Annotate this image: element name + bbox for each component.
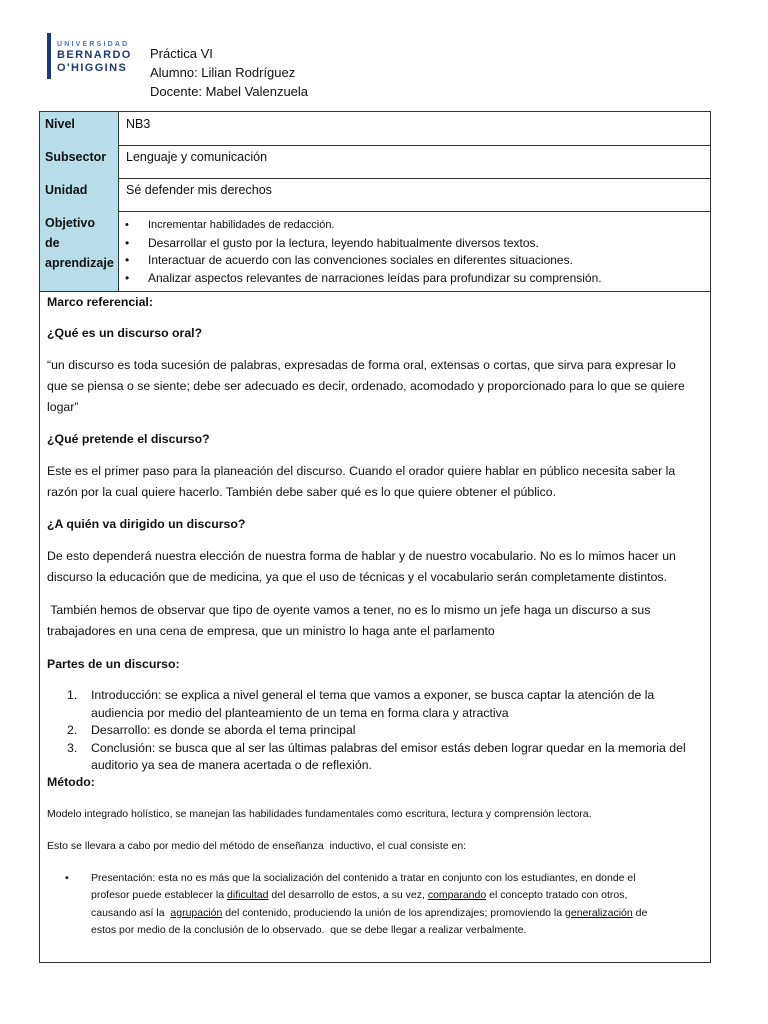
part-text-line: auditorio ya sea de manera acertada o de reflexión.: [91, 758, 372, 772]
paragraph-line: Este es el primer paso para la planeación del discurso. Cuando el orador quiere hablar en público necesita saber la: [47, 464, 676, 478]
method-paragraph: Esto se llevara a cabo por medio del método de enseñanza inductivo, el cual consiste en:: [47, 840, 467, 852]
bullet-line: Presentación: esta no es más que la socialización del contenido a tratar en conjunto con los estudiantes, en donde el: [91, 872, 636, 884]
paragraph-line: razón por la cual quiere hacerlo. También debe saber qué es lo que quiere obtener el público.: [47, 485, 557, 499]
row-unidad: [40, 178, 710, 212]
teacher-name: Docente: Mabel Valenzuela: [150, 84, 309, 99]
bullet-text: del desarrollo de estos, a su vez,: [268, 889, 428, 902]
part-number: 3.: [67, 740, 78, 755]
quote-line: logar”: [47, 400, 79, 414]
practice-title: Práctica VI: [150, 46, 213, 61]
question-heading: ¿Qué es un discurso oral?: [47, 326, 203, 340]
quote-line: “un discurso es toda sucesión de palabras, expresadas de forma oral, extensas o cortas, que sirva para expresar lo: [47, 358, 676, 372]
paragraph-line: También hemos de observar que tipo de oyente vamos a tener, no es lo mismo un jefe haga un discurso a sus: [47, 603, 651, 617]
paragraph-line: De esto dependerá nuestra elección de nuestra forma de hablar y de nuestro vocabulario. No es lo mimos hacer un: [47, 549, 676, 563]
bullet-text: causando así la: [91, 906, 171, 919]
marco-heading: Marco referencial:: [47, 295, 153, 309]
part-text-line: audiencia por medio del planteamiento de un tema en forma clara y atractiva: [91, 705, 509, 720]
paragraph-line: discurso la educación que de medicina, ya que el uso de técnicas y el vocabulario serán completamente distintos.: [47, 570, 667, 584]
row-value: Sé defender mis derechos: [126, 183, 272, 197]
row-label: [40, 211, 119, 291]
objective-item: • Analizar aspectos relevantes de narraciones leídas para profundizar su comprensión.: [148, 270, 602, 288]
question-heading: ¿A quién va dirigido un discurso?: [47, 517, 246, 531]
row-subsector: [40, 145, 710, 179]
row-value: NB3: [126, 117, 151, 131]
logo-bar: [47, 33, 51, 79]
student-name: Alumno: Lilian Rodríguez: [150, 65, 296, 80]
bullet-line: [91, 887, 716, 904]
university-logo: [47, 33, 142, 79]
objective-item: • Desarrollar el gusto por la lectura, leyendo habitualmente diversos textos.: [148, 235, 602, 253]
logo-line-1: UNIVERSIDAD: [57, 41, 130, 48]
logo-line-2: BERNARDO: [57, 49, 132, 61]
quote-line: que se piensa o se siente; debe ser adecuado es decir, ordenado, acomodado y proporcionado para lo que se quiere: [47, 379, 685, 393]
objective-list: [148, 217, 602, 287]
bullet-line: [91, 905, 716, 922]
bullet-text: de: [632, 906, 648, 919]
underlined-term: dificultad: [227, 889, 269, 902]
part-text-line: Conclusión: se busca que al ser las últimas palabras del emisor estás deben lograr quedar en la memoria del: [91, 740, 686, 755]
bullet-text: el concepto tratado con otros,: [486, 889, 628, 902]
objective-item: • Interactuar de acuerdo con las convenciones sociales en diferentes situaciones.: [148, 252, 602, 270]
bullet-line: estos por medio de la conclusión de lo observado. que se debe llegar a realizar verbalmente.: [91, 923, 527, 936]
bullet-text: del contenido, produciendo la unión de los aprendizajes; promoviendo la: [222, 906, 566, 919]
document-header: [150, 44, 308, 101]
bullet-text: profesor puede establecer la: [91, 889, 228, 902]
method-heading: Método:: [47, 775, 95, 789]
part-number: 1.: [67, 688, 78, 702]
underlined-term: generalización: [565, 906, 633, 919]
lesson-plan-frame: [39, 111, 711, 963]
method-bullet: [65, 870, 716, 939]
row-label: Subsector: [40, 145, 119, 178]
row-objetivo: [40, 211, 710, 292]
row-value: Lenguaje y comunicación: [126, 150, 268, 164]
part-text-line: Desarrollo: es donde se aborda el tema principal: [91, 723, 356, 737]
objective-label-line-1: Objetivo de: [45, 216, 96, 250]
parts-heading: Partes de un discurso:: [47, 657, 180, 671]
paragraph-line: trabajadores en una cena de empresa, que un ministro lo haga ante el parlamento: [47, 624, 495, 638]
part-text-line: Introducción: se explica a nivel general el tema que vamos a exponer, se busca captar la atención de la: [91, 688, 655, 702]
part-number: 2.: [67, 723, 78, 737]
row-nivel: [40, 112, 710, 146]
method-paragraph: Modelo integrado holístico, se manejan las habilidades fundamentales como escritura, lectura y comprensión lectora.: [47, 808, 592, 820]
objective-label-line-2: aprendizaje: [45, 256, 114, 270]
underlined-term: agrupación: [170, 906, 223, 919]
objective-item: • Incrementar habilidades de redacción.: [148, 217, 602, 235]
logo-line-3: O'HIGGINS: [57, 62, 128, 74]
underlined-term: comparando: [427, 889, 487, 902]
question-heading: ¿Qué pretende el discurso?: [47, 432, 210, 446]
row-label: Unidad: [40, 178, 119, 211]
row-label: Nivel: [40, 112, 119, 145]
bullet-dot: •: [65, 872, 69, 884]
